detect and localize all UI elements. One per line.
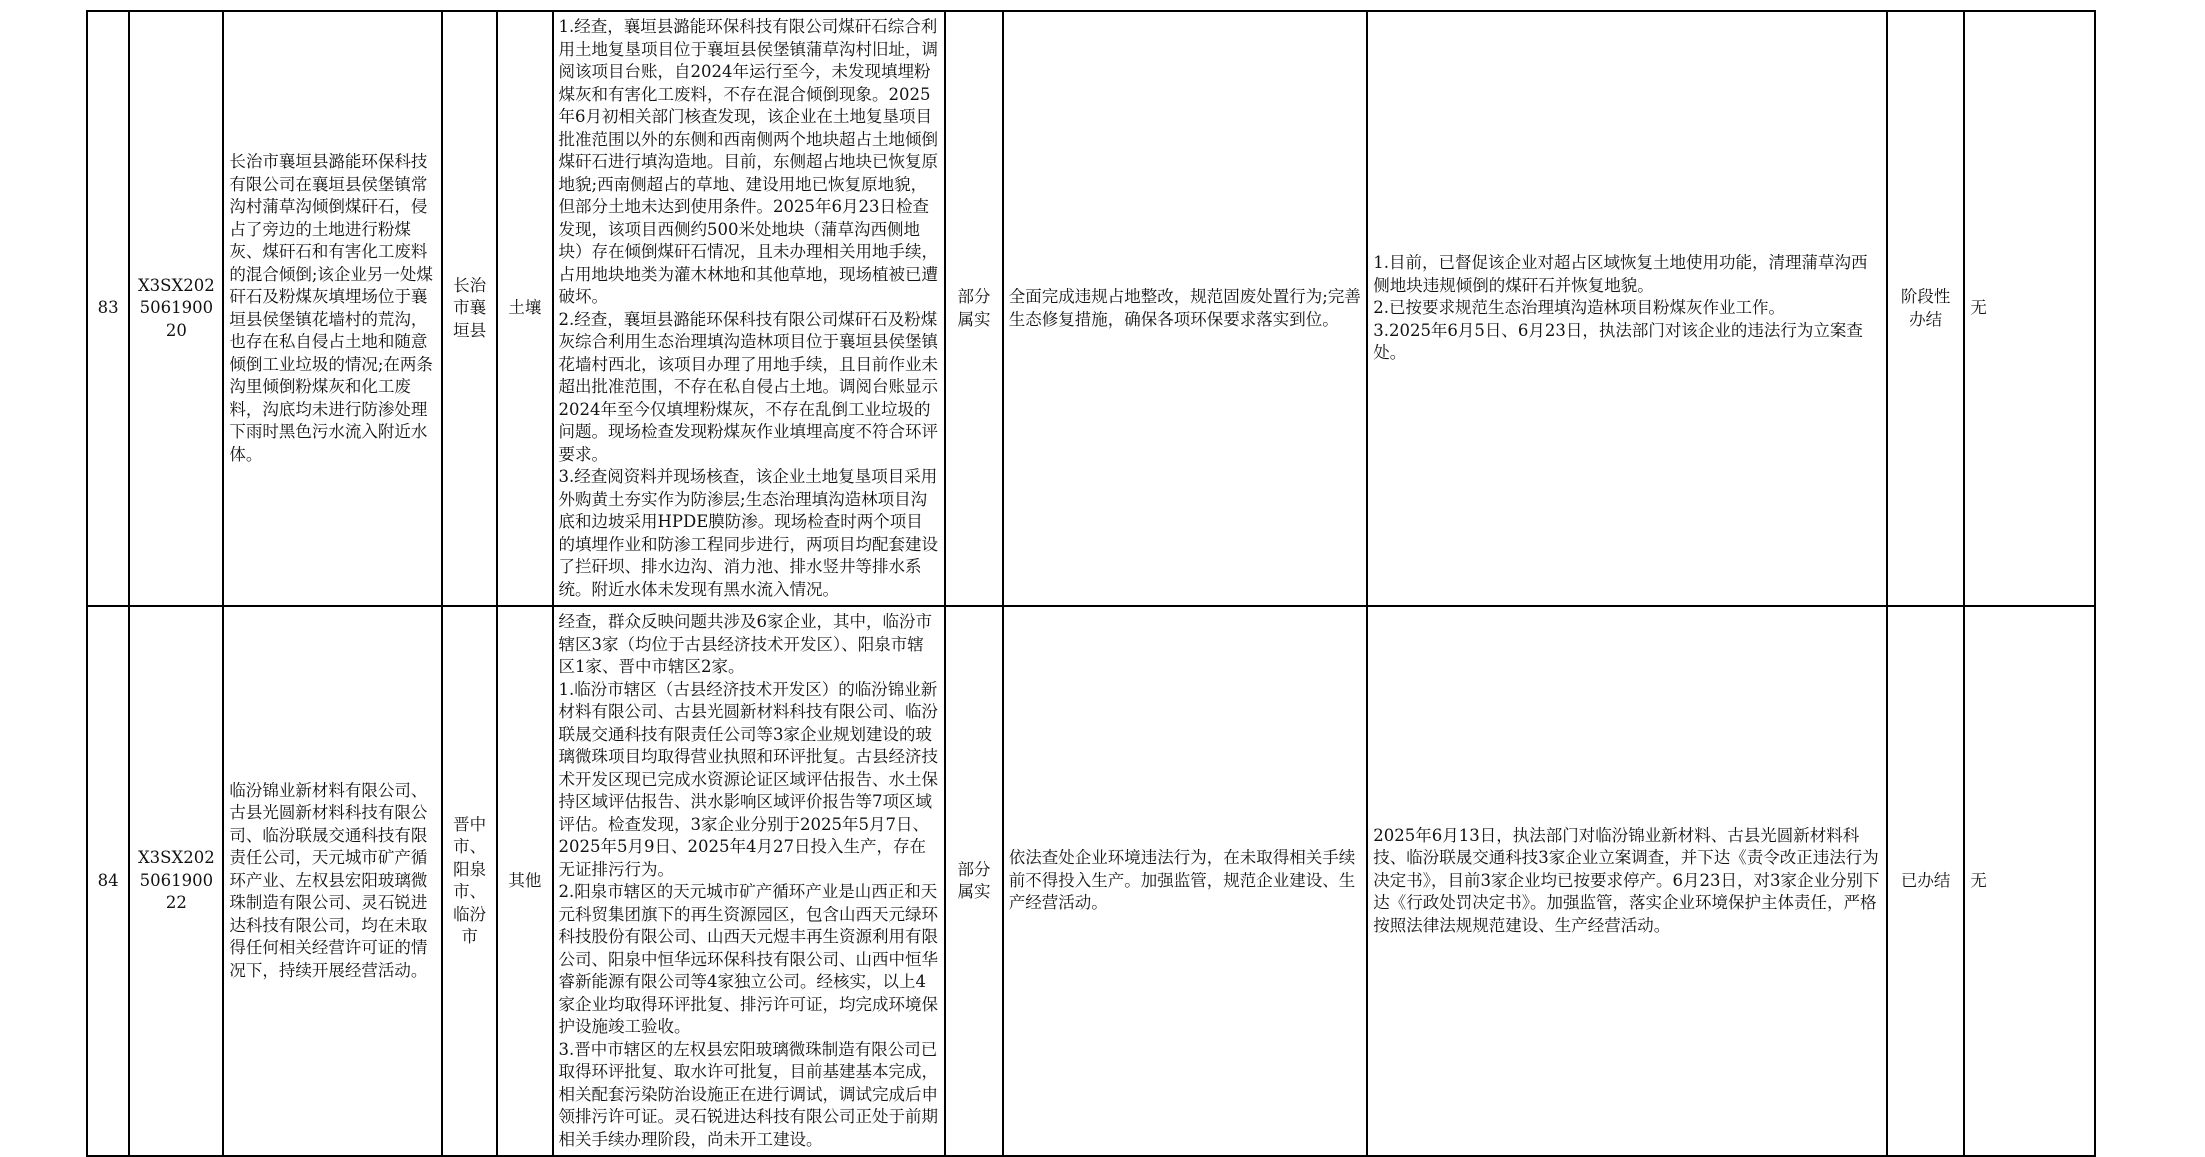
finding-paragraph: 1.经查，襄垣县潞能环保科技有限公司煤矸石综合利用土地复垦项目位于襄垣县侯堡镇蒲草沟村旧址，调阅该项目台账，自2024年运行至今，未发现填埋粉煤灰和有害化工废料，不存在混合倾倒现象。2025年6月初相关部门核查发现，该企业在土地复垦项目批准范围以外的东侧和西南侧两个地块超占土地倾倒煤矸石进行填沟造地。目前，东侧超占地块已恢复原地貌;西南侧超占的草地、建设用地已恢复原地貌，但部分土地未达到使用条件。2025年6月23日检查发现，该项目西侧约500米处地块（蒲草沟西侧地块）存在倾倒煤矸石情况，且未办理相关用地手续，占用地块地类为灌木林地和其他草地，现场植被已遭破坏。	[558, 17, 939, 306]
complaint-content: 临汾锦业新材料有限公司、古县光圆新材料科技有限公司、临汾联晟交通科技有限责任公司，天元城市矿产循环产业、左权县宏阳玻璃微珠制造有限公司、灵石锐进达科技有限公司，均在未取得任何相关经营许可证的情况下，持续开展经营活动。	[223, 606, 442, 1156]
region: 晋中市、阳泉市、临汾市	[442, 606, 497, 1156]
finding-paragraph: 2.经查，襄垣县潞能环保科技有限公司煤矸石及粉煤灰综合利用生态治理填沟造林项目位于襄垣县侯堡镇花墙村西北，该项目办理了用地手续，且目前作业未超出批准范围，不存在私自侵占土地。调阅台账显示2024年至今仅填埋粉煤灰，不存在乱倒工业垃圾的问题。现场检查发现粉煤灰作业填埋高度不符合环评要求。	[558, 309, 939, 464]
verdict: 部分属实	[945, 11, 1003, 606]
accountability: 无	[1964, 11, 2095, 606]
verdict: 部分属实	[945, 606, 1003, 1156]
table-row	[87, 11, 2095, 606]
investigation-findings	[553, 11, 946, 606]
finding-paragraph: 1.临汾市辖区（古县经济技术开发区）的临汾锦业新材料有限公司、古县光圆新材料科技有限公司、临汾联晟交通科技有限责任公司等3家企业规划建设的玻璃微珠项目均取得营业执照和环评批复。古县经济技术开发区现已完成水资源论证区域评估报告、水土保持区域评估报告、洪水影响区域评价报告等7项区域评估。检查发现，3家企业分别于2025年5月7日、2025年5月9日、2025年4月27日投入生产，存在无证排污行为。	[558, 679, 939, 879]
completion-status: 阶段性办结	[1887, 11, 1965, 606]
pollution-type: 其他	[497, 606, 552, 1156]
rectification-measures: 全面完成违规占地整改，规范固废处置行为;完善生态修复措施，确保各项环保要求落实到位。	[1003, 11, 1367, 606]
finding-paragraph: 3.晋中市辖区的左权县宏阳玻璃微珠制造有限公司已取得环评批复、取水许可批复，目前基建基本完成，相关配套污染防治设施正在进行调试，调试完成后申领排污许可证。灵石锐进达科技有限公司正处于前期相关手续办理阶段，尚未开工建设。	[558, 1039, 939, 1149]
progress-paragraph: 2.已按要求规范生态治理填沟造林项目粉煤灰作业工作。	[1373, 298, 1785, 318]
progress-paragraph: 3.2025年6月5日、6月23日，执法部门对该企业的违法行为立案查处。	[1373, 320, 1863, 363]
case-code: X3SX2025061900 20	[129, 11, 223, 606]
rectification-progress	[1367, 606, 1887, 1156]
rectification-measures: 依法查处企业环境违法行为，在未取得相关手续前不得投入生产。加强监管，规范企业建设、生产经营活动。	[1003, 606, 1367, 1156]
complaint-table	[86, 10, 2096, 1157]
progress-paragraph: 2025年6月13日，执法部门对临汾锦业新材料、古县光圆新材料科技、临汾联晟交通科技3家企业立案调查，并下达《责令改正违法行为决定书》，目前3家企业均已按要求停产。6月23日，对3家企业分别下达《行政处罚决定书》。加强监管，落实企业环境保护主体责任，严格按照法律法规规范建设、生产经营活动。	[1373, 825, 1880, 935]
table-row	[87, 606, 2095, 1156]
investigation-findings	[553, 606, 946, 1156]
region: 长治市襄垣县	[442, 11, 497, 606]
row-number: 83	[87, 11, 129, 606]
pollution-type: 土壤	[497, 11, 552, 606]
case-code: X3SX2025061900 22	[129, 606, 223, 1156]
row-number: 84	[87, 606, 129, 1156]
complaint-content: 长治市襄垣县潞能环保科技有限公司在襄垣县侯堡镇常沟村蒲草沟倾倒煤矸石，侵占了旁边的土地进行粉煤灰、煤矸石和有害化工废料的混合倾倒;该企业另一处煤矸石及粉煤灰填埋场位于襄垣县侯堡镇花墙村的荒沟，也存在私自侵占土地和随意倾倒工业垃圾的情况;在两条沟里倾倒粉煤灰和化工废料，沟底均未进行防渗处理下雨时黑色污水流入附近水体。	[223, 11, 442, 606]
accountability: 无	[1964, 606, 2095, 1156]
completion-status: 已办结	[1887, 606, 1965, 1156]
progress-paragraph: 1.目前，已督促该企业对超占区域恢复土地使用功能，清理蒲草沟西侧地块违规倾倒的煤矸石并恢复地貌。	[1373, 253, 1868, 295]
rectification-progress	[1367, 11, 1887, 606]
finding-paragraph: 3.经查阅资料并现场核查，该企业土地复垦项目采用外购黄土夯实作为防渗层;生态治理填沟造林项目沟底和边坡采用HPDE膜防渗。现场检查时两个项目的填埋作业和防渗工程同步进行，两项目均配套建设了拦矸坝、排水边沟、消力池、排水竖井等排水系统。附近水体未发现有黑水流入情况。	[558, 467, 939, 599]
finding-paragraph: 经查，群众反映问题共涉及6家企业，其中，临汾市辖区3家（均位于古县经济技术开发区）、阳泉市辖区1家、晋中市辖区2家。	[558, 612, 933, 676]
finding-paragraph: 2.阳泉市辖区的天元城市矿产循环产业是山西正和天元科贸集团旗下的再生资源园区，包含山西天元绿环科技股份有限公司、山西天元煜丰再生资源利用有限公司、阳泉中恒华远环保科技有限公司、山西中恒华睿新能源有限公司等4家独立公司。经核实，以上4家企业均取得环评批复、排污许可证，均完成环境保护设施竣工验收。	[558, 882, 939, 1036]
